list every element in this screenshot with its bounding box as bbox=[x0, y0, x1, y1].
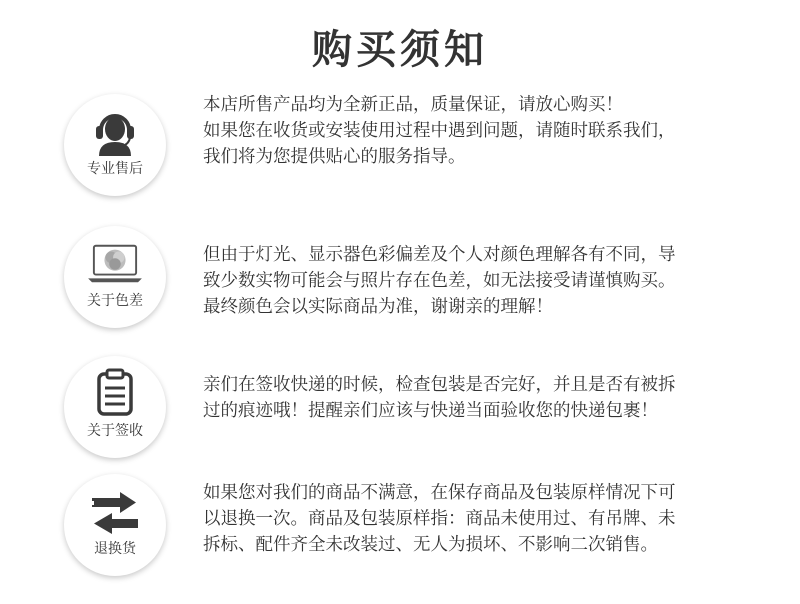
color-difference-label: 关于色差 bbox=[87, 293, 143, 309]
laptop-color-icon bbox=[85, 240, 145, 288]
text-line: 如果您对我们的商品不满意，在保存商品及包装原样情况下可 bbox=[203, 483, 676, 503]
text-line: 我们将为您提供贴心的服务指导。 bbox=[203, 147, 466, 167]
sign-for-delivery-badge bbox=[64, 356, 166, 458]
text-line: 过的痕迹哦！提醒亲们应该与快递当面验收您的快递包裹！ bbox=[203, 401, 658, 421]
headset-service-icon bbox=[90, 106, 140, 156]
text-line: 拆标、配件齐全未改装过、无人为损坏、不影响二次销售。 bbox=[203, 535, 658, 555]
text-line: 致少数实物可能会与照片存在色差，如无法接受请谨慎购买。 bbox=[203, 271, 676, 291]
notice-row-sign-for-delivery bbox=[0, 356, 800, 476]
color-difference-text bbox=[203, 242, 763, 320]
text-line: 本店所售产品均为全新正品，质量保证，请放心购买！ bbox=[203, 95, 623, 115]
text-line: 亲们在签收快递的时候，检查包装是否完好，并且是否有被拆 bbox=[203, 375, 676, 395]
notice-row-returns bbox=[0, 474, 800, 594]
page-title: 购买须知 bbox=[312, 26, 488, 73]
text-line: 最终颜色会以实际商品为准，谢谢亲的理解！ bbox=[203, 297, 553, 317]
notice-row-color-difference bbox=[0, 226, 800, 346]
color-difference-badge bbox=[64, 226, 166, 328]
sign-for-delivery-label: 关于签收 bbox=[87, 423, 143, 439]
after-sales-text bbox=[203, 92, 763, 170]
after-sales-badge bbox=[64, 94, 166, 196]
text-line: 以退换一次。商品及包装原样指：商品未使用过、有吊牌、未 bbox=[203, 509, 676, 529]
text-line: 如果您在收货或安装使用过程中遇到问题，请随时联系我们， bbox=[203, 121, 676, 141]
notice-row-after-sales bbox=[0, 94, 800, 214]
clipboard-icon bbox=[90, 368, 140, 418]
exchange-arrows-icon bbox=[88, 488, 142, 538]
text-line: 但由于灯光、显示器色彩偏差及个人对颜色理解各有不同，导 bbox=[203, 245, 676, 265]
returns-text bbox=[203, 480, 763, 558]
returns-label: 退换货 bbox=[94, 541, 136, 557]
after-sales-label: 专业售后 bbox=[87, 161, 143, 177]
returns-badge bbox=[64, 474, 166, 576]
sign-for-delivery-text bbox=[203, 372, 763, 424]
